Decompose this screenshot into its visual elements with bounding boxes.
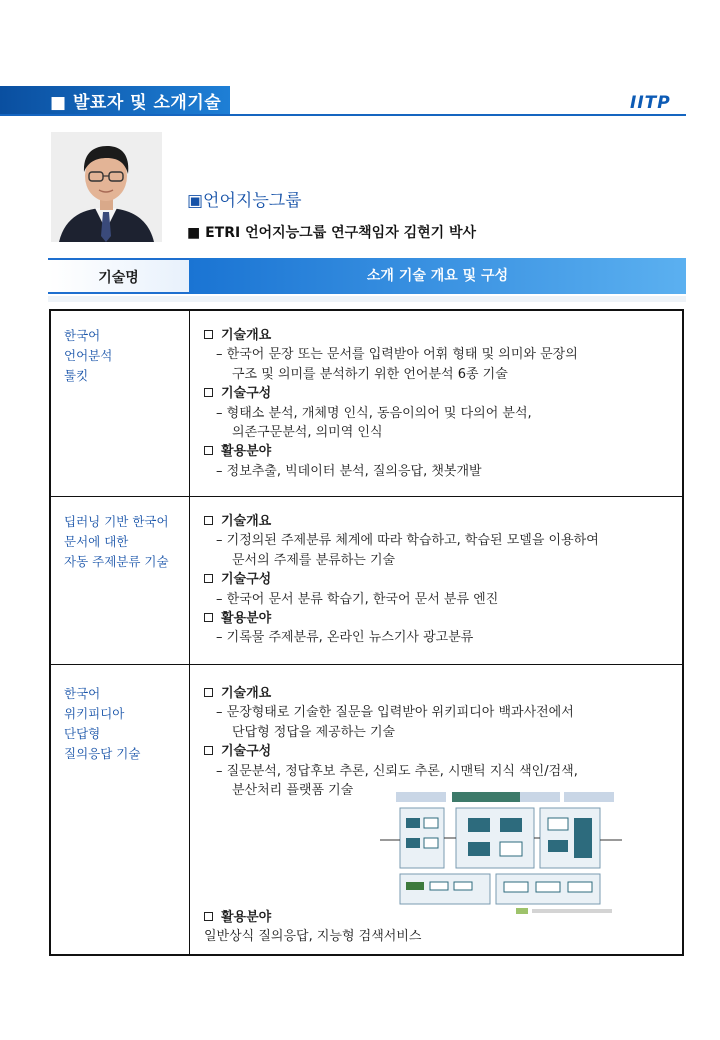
column-divider [189,309,190,956]
row-name-line: 딥러닝 기반 한국어 [64,514,169,529]
section-heading-text: 기술구성 [221,572,272,588]
section-heading-text: 기술구성 [221,386,272,402]
section-heading-text: 활용분야 [221,611,272,627]
section-line: – 기록물 주제분류, 온라인 뉴스기사 광고분류 [216,630,474,646]
header-tech-overview: 소개 기술 개요 및 구성 [189,258,686,294]
section-heading [204,570,674,589]
checkbox-icon [204,746,213,755]
row-2-content [204,512,674,648]
group-name: ▣언어지능그룹 [187,191,302,211]
presenter-photo [51,132,162,242]
section-heading-text: 기술개요 [221,328,272,343]
row-1-content [204,326,674,481]
row-name-line: 언어분석 [64,348,113,363]
checkbox-icon [204,613,213,622]
section-line: 구조 및 의미를 분석하기 위한 언어분석 6종 기술 [232,366,508,382]
section-title: ■ 발표자 및 소개기술 [50,93,222,113]
section-heading [204,742,674,761]
section-heading [204,442,674,461]
row-name-line: 한국어 [64,686,101,701]
section-heading [204,384,674,403]
header-shadow [48,296,686,302]
section-line: – 한국어 문서 분류 학습기, 한국어 문서 분류 엔진 [216,591,499,607]
header-rule [0,114,686,116]
section-heading-text: 기술개요 [221,514,272,529]
checkbox-icon [204,388,213,397]
section-heading-text: 기술개요 [221,686,272,701]
section-heading [204,609,674,628]
row-2-name [64,512,169,572]
section-line: – 기정의된 주제분류 체계에 따라 학습하고, 학습된 모델을 이용하여 [216,533,599,549]
checkbox-icon [204,446,213,455]
row-3-name [64,684,140,764]
row-name-line: 툴킷 [64,368,89,383]
row-name-line: 자동 주제분류 기술 [64,554,169,569]
section-heading-text: 활용분야 [221,444,272,460]
checkbox-icon [204,516,213,525]
checkbox-icon [204,688,213,697]
qa-architecture-diagram [376,790,626,918]
section-line: 문서의 주제를 분류하는 기술 [232,552,396,568]
row-name-line: 위키피디아 [64,706,125,721]
checkbox-icon [204,912,213,921]
section-line: 의존구문분석, 의미역 인식 [232,425,383,441]
iitp-logo: IITP [630,93,671,113]
presenter-name: ■ ETRI 언어지능그룹 연구책임자 김현기 박사 [187,225,477,241]
checkbox-icon [204,330,213,339]
row-name-line: 질의응답 기술 [64,746,141,761]
row-name-line: 문서에 대한 [64,534,129,549]
row-divider [49,664,684,665]
section-line: – 질문분석, 정답후보 추론, 신뢰도 추론, 시맨틱 지식 색인/검색, [216,763,578,779]
section-line: 일반상식 질의응답, 지능형 검색서비스 [204,929,422,945]
row-3-content [204,684,674,800]
checkbox-icon [204,574,213,583]
section-line: – 형태소 분석, 개체명 인식, 동음이의어 및 다의어 분석, [216,405,532,421]
section-heading [204,512,674,531]
section-line: – 한국어 문장 또는 문서를 입력받아 어휘 형태 및 의미와 문장의 [216,347,578,363]
row-1-name [64,326,112,386]
section-line: 분산처리 플랫폼 기술 [232,783,354,799]
section-heading [204,684,674,703]
row-divider [49,496,684,497]
section-line: – 문장형태로 기술한 질문을 입력받아 위키피디아 백과사전에서 [216,705,574,721]
section-heading-text: 활용분야 [221,910,272,925]
section-line: 단답형 정답을 제공하는 기술 [232,724,396,740]
section-heading [204,326,674,345]
row-name-line: 한국어 [64,328,101,343]
section-heading-text: 기술구성 [221,744,272,760]
row-name-line: 단답형 [64,726,101,741]
header-tech-name: 기술명 [48,258,189,294]
section-line: – 정보추출, 빅데이터 분석, 질의응답, 챗봇개발 [216,463,482,479]
